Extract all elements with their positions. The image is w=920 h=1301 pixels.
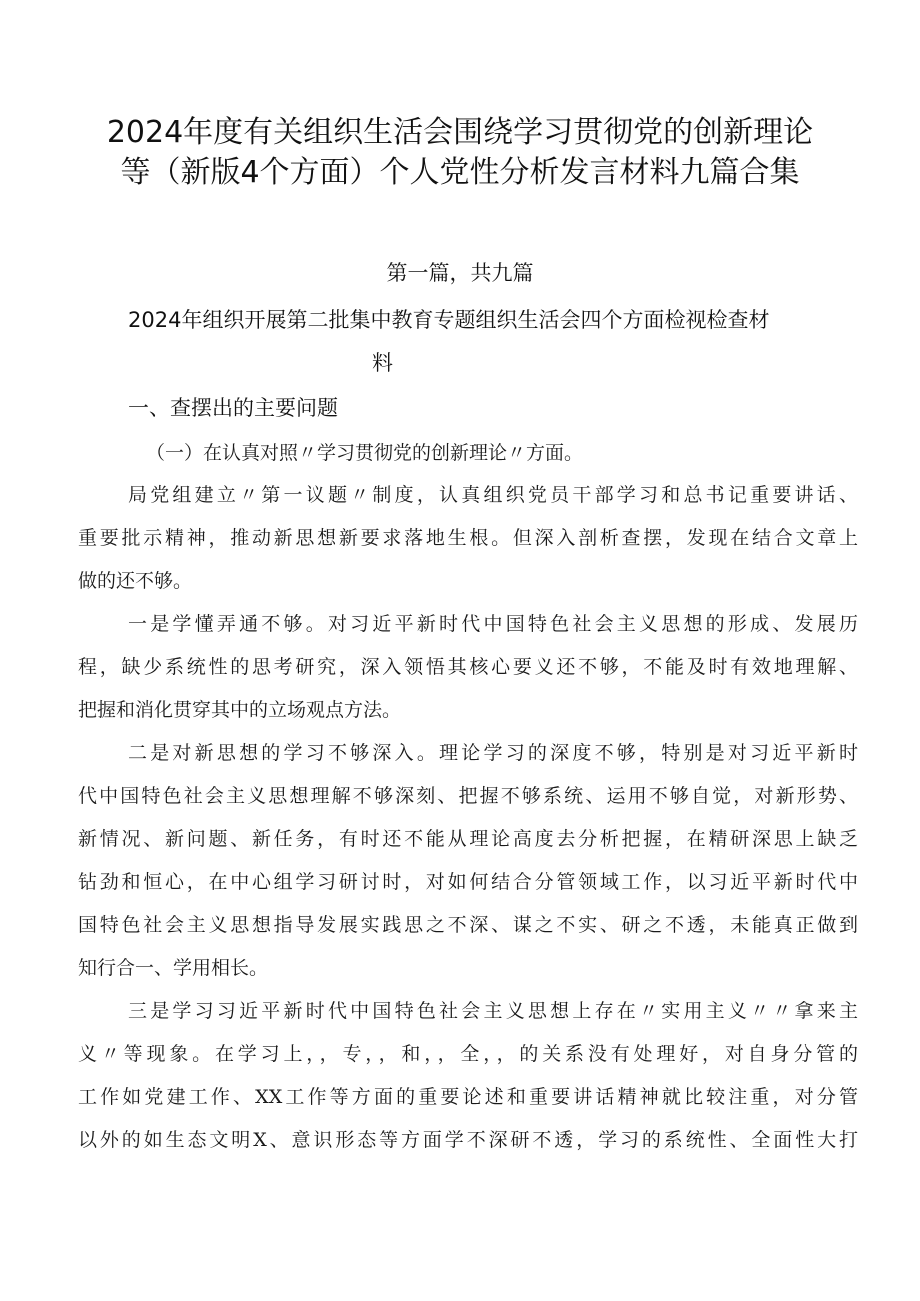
body-line: （一）在认真对照〃学习贯彻党的创新理论〃方面。 [146, 442, 584, 464]
body-line: 知行合一、学用相长。 [78, 957, 269, 979]
article-title-line-1: 2024年组织开展第二批集中教育专题组织生活会四个方面检视检查材 [128, 308, 770, 332]
body-line: 局党组建立〃第一议题〃制度，认真组织党员干部学习和总书记重要讲话、 [128, 484, 858, 506]
body-line: 程，缺少系统性的思考研究，深入领悟其核心要义还不够，不能及时有效地理解、 [78, 656, 858, 678]
body-line: 国特色社会主义思想指导发展实践思之不深、谋之不实、研之不透，未能真正做到 [78, 914, 858, 936]
body-line: 以外的如生态文明X、意识形态等方面学不深研不透，学习的系统性、全面性大打 [78, 1129, 858, 1151]
body-line: 工作如党建工作、XX工作等方面的重要论述和重要讲话精神就比较注重，对分管 [78, 1086, 858, 1108]
part-title: 第一篇，共九篇 [386, 261, 534, 285]
body-line: 三是学习习近平新时代中国特色社会主义思想上存在〃实用主义〃〃拿来主 [128, 1000, 858, 1022]
body-line: 新情况、新问题、新任务，有时还不能从理论高度去分析把握，在精研深思上缺乏 [78, 828, 858, 850]
body-line: 把握和消化贯穿其中的立场观点方法。 [78, 699, 402, 721]
document-title-line-2: 等（新版4个方面）个人党性分析发言材料九篇合集 [120, 155, 800, 190]
body-line: 做的还不够。 [78, 570, 193, 592]
document-title-line-1: 2024年度有关组织生活会围绕学习贯彻党的创新理论 [106, 115, 814, 150]
body-line: 钻劲和恒心，在中心组学习研讨时，对如何结合分管领域工作，以习近平新时代中 [78, 871, 858, 893]
body-line: 一是学懂弄通不够。对习近平新时代中国特色社会主义思想的形成、发展历 [128, 613, 858, 635]
section-heading: 一、查摆出的主要问题 [128, 396, 338, 420]
body-line: 重要批示精神，推动新思想新要求落地生根。但深入剖析查摆，发现在结合文章上 [78, 527, 858, 549]
body-line: 义〃等现象。在学习上，，专，，和，，全，，的关系没有处理好，对自身分管的 [78, 1043, 858, 1065]
body-line: 二是对新思想的学习不够深入。理论学习的深度不够，特别是对习近平新时 [128, 742, 858, 764]
article-title-line-2: 料 [372, 351, 393, 375]
body-line: 代中国特色社会主义思想理解不够深刻、把握不够系统、运用不够自觉，对新形势、 [78, 785, 858, 807]
